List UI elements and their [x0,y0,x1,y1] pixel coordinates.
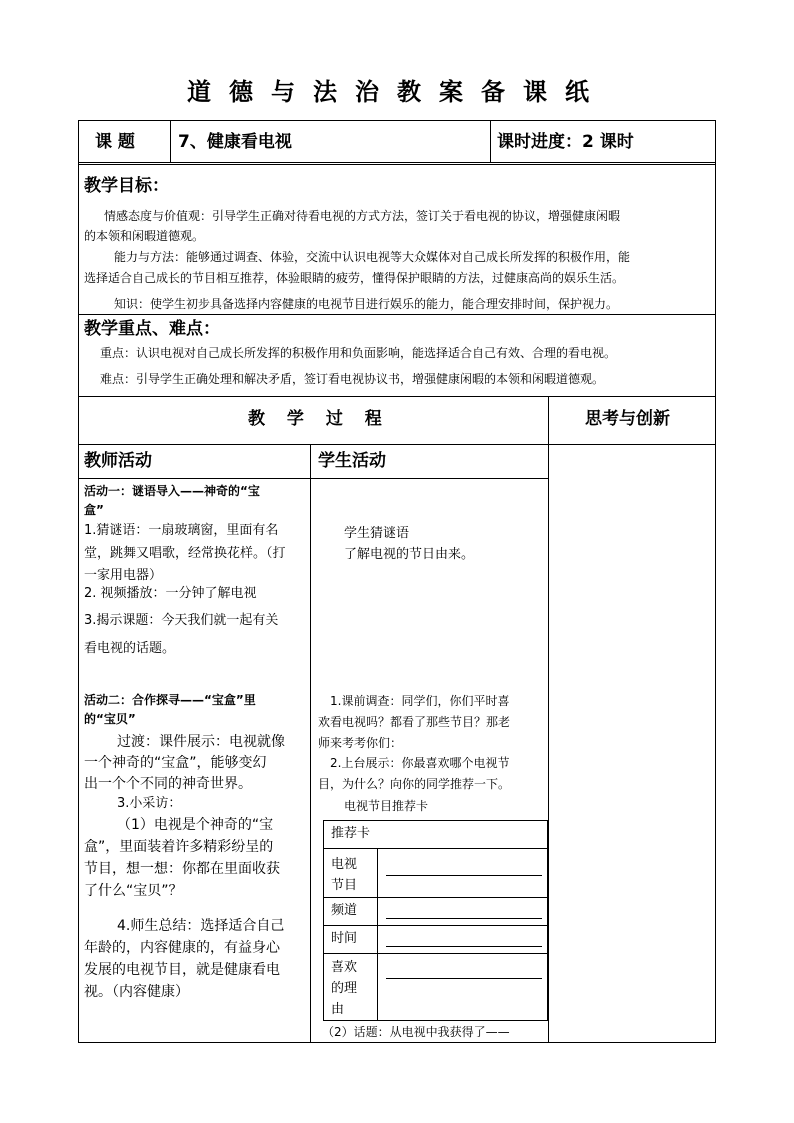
activity-2-line-10: 年龄的，内容健康的，有益身心 [84,940,280,956]
student-line-6: 2.上台展示：你最喜欢哪个电视节 [330,756,510,770]
objective-knowledge: 知识：使学生初步具备选择内容健康的电视节目进行娱乐的能力，能合理安排时间，保护视力。 [114,297,619,311]
student-line-3: 1.课前调查：同学们，你们平时喜 [330,694,510,708]
activity-2-line-5: （1）电视是个神奇的“宝 [117,817,274,833]
activity-1-title-line-2: 盒” [84,503,104,517]
activity-2-line-11: 发展的电视节目，就是健康看电 [84,962,280,978]
activity-2-line-9: 4.师生总结：选择适合自己 [117,918,285,934]
activity-1-line-1: 1.猜谜语：一扇玻璃窗，里面有名 [84,523,279,538]
activity-1-line-6: 看电视的话题。 [84,641,176,656]
objectives-heading: 教学目标： [84,176,169,196]
document-title: 道德与法治教案备课纸 [187,78,607,106]
student-line-2: 了解电视的节日由来。 [344,547,475,562]
activity-1-line-2: 堂，跳舞又唱歌，经常换花样。（打 [84,546,286,561]
keypoints-heading: 教学重点、难点： [84,319,220,339]
topic-label: 课 题 [95,132,135,152]
activity-1-line-5: 3.揭示课题：今天我们就一起有关 [84,613,279,628]
card-row-program-line-2: 节目 [331,878,358,893]
reflection-heading: 思考与创新 [585,409,670,429]
card-row-reason-line-2: 的理 [331,981,358,996]
student-heading: 学生活动 [318,451,386,471]
activity-1-line-4: 2. 视频播放：一分钟了解电视 [84,586,257,601]
activity-2-line-7: 节目，想一想：你都在里面收获 [84,861,280,877]
activity-2-title-line-2: 的“宝贝” [84,712,136,726]
card-row-time: 时间 [331,931,358,946]
activity-1-line-3: 一家用电器） [84,568,163,583]
card-blank-reason [386,978,542,979]
objective-emotion-line-2: 的本领和闲暇道德观。 [84,229,205,243]
student-line-5: 师来考考你们： [318,736,403,750]
activity-2-line-2: 一个神奇的“宝盒”，能够变幻 [84,755,267,771]
activity-2-title-line-1: 活动二：合作探寻——“宝盒”里 [84,693,256,707]
student-line-7: 目，为什么？向你的同学推荐一下。 [318,777,511,791]
activity-1-title-line-1: 活动一：谜语导入——神奇的“宝 [84,484,260,498]
objective-ability-line-1: 能力与方法：能够通过调查、体验，交流中认识电视等大众媒体对自己成长所发挥的积极作用，能 [114,250,631,264]
card-row-reason-line-3: 由 [331,1002,345,1017]
student-line-4: 欢看电视吗？都看了那些节目？那老 [318,715,511,729]
student-line-1: 学生猜谜语 [344,526,410,541]
activity-2-line-6: 盒”，里面装着许多精彩纷呈的 [84,839,274,855]
card-blank-time [386,946,542,947]
objective-emotion-line-1: 情感态度与价值观：引导学生正确对待看电视的方式方法，签订关于看电视的协议，增强健康闲暇 [104,209,621,223]
card-title: 推荐卡 [331,826,371,841]
keypoint-difficulty: 难点：引导学生正确处理和解决矛盾，签订看电视协议书，增强健康闲暇的本领和闲暇道德观。 [100,372,605,386]
card-row-program-line-1: 电视 [331,857,358,872]
activity-2-line-1: 过渡：课件展示：电视就像 [117,734,285,750]
activity-2-line-4: 3.小采访： [117,796,182,811]
card-row-channel: 频道 [331,903,358,918]
teacher-heading: 教师活动 [84,451,152,471]
student-card-caption: 电视节目推荐卡 [344,799,429,813]
objective-ability-line-2: 选择适合自己成长的节目相互推荐，体验眼睛的疲劳，懂得保护眼睛的方法，过健康高尚的娱乐生活。 [84,271,625,285]
process-heading: 教 学 过 程 [248,409,390,429]
activity-2-line-3: 出一个个不同的神奇世界。 [84,776,252,792]
activity-2-line-8: 了什么“宝贝”？ [84,883,183,899]
topic-value: 7、健康看电视 [178,132,292,152]
card-blank-program [386,875,542,876]
card-blank-channel [386,918,542,919]
progress-label: 课时进度：2 课时 [497,132,634,152]
keypoint-focus: 重点：认识电视对自己成长所发挥的积极作用和负面影响，能选择适合自己有效、合理的看电视。 [100,346,617,360]
card-row-reason-line-1: 喜欢 [331,960,358,975]
student-line-topic: （2）话题：从电视中我获得了—— [322,1025,510,1039]
activity-2-line-12: 视。（内容健康） [84,984,189,1000]
